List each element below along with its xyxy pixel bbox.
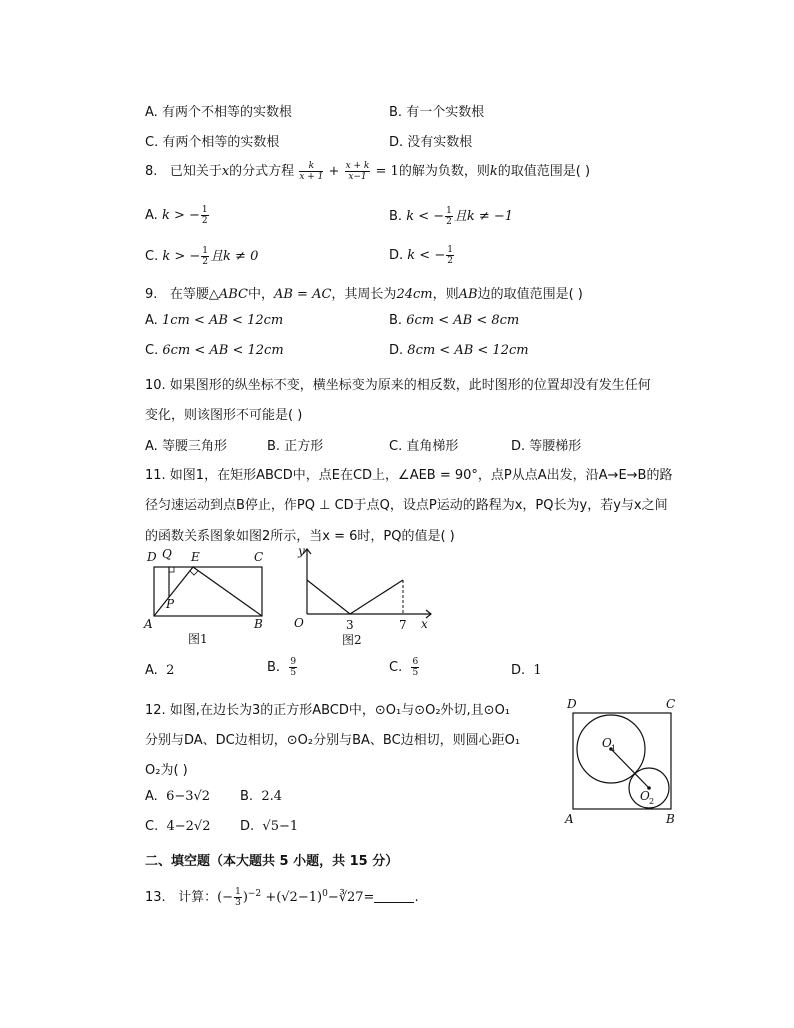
q9-option-a: A. 1cm < AB < 12cm: [145, 313, 284, 328]
label-d: D: [567, 697, 577, 711]
section-heading: 二、填空题（本大题共 5 小题，共 15 分）: [145, 854, 399, 869]
q9-option-d: D. 8cm < AB < 12cm: [389, 343, 529, 358]
q10-line1: 10. 如果图形的纵坐标不变，横坐标变为原来的相反数，此时图形的位置却没有发生任何: [145, 378, 651, 393]
label-y: y: [298, 544, 305, 558]
label-p: P: [166, 597, 175, 611]
q12-figure: [560, 694, 685, 829]
q7-option-b: B. 有一个实数根: [389, 105, 485, 120]
label-o2-sub: 2: [649, 797, 655, 806]
q12-line2: 分别与DA、DC边相切，⊙O₂分别与BA、BC边相切，则圆心距O₁: [145, 733, 521, 748]
q8-option-d: D. k < − $\frac{1}{2}$: [389, 245, 453, 266]
function-graph: [307, 580, 403, 614]
q13-stem: 13. 计算：(− $\frac{1}{3}$ )$^{-2} +(√2-1)^0-∛27=$ .: [145, 887, 419, 908]
q8-option-c: C. k > − $\frac{1}{2}$ 且k ≠ 0: [145, 246, 259, 267]
tick-7: 7: [399, 618, 407, 632]
q12-option-d: D. √5−1: [240, 819, 299, 834]
q7-option-c: C. 有两个相等的实数根: [145, 135, 280, 150]
label-e: E: [191, 550, 200, 564]
q11-option-c: C. $\frac{6}{5}$: [389, 657, 419, 678]
q12-option-a: A. 6−3√2: [145, 789, 211, 804]
tick-3: 3: [346, 618, 354, 632]
q11-line3: 的函数关系图象如图2所示，当x = 6时，PQ的值是( ): [145, 529, 455, 544]
label-o1: O: [602, 736, 612, 750]
q8-frac1: $\frac{k}{x + 1}$: [299, 161, 324, 182]
label-a: A: [144, 617, 153, 631]
q11-option-d: D. 1: [511, 663, 542, 678]
caption-fig1: 图1: [188, 632, 208, 646]
right-angle-e: [190, 571, 198, 575]
q7-option-d: D. 没有实数根: [389, 135, 473, 150]
label-c: C: [666, 697, 676, 711]
label-b: B: [666, 812, 675, 826]
q7-option-a: A. 有两个不相等的实数根: [145, 105, 292, 120]
q8-frac2: $\frac{x + k}{x-1}$: [345, 161, 370, 182]
label-o: O: [294, 616, 304, 630]
q12-option-b: B. 2.4: [240, 789, 283, 804]
label-b: B: [254, 617, 263, 631]
label-o2: O: [640, 789, 650, 803]
q8-stem: 8. 已知关于x的分式方程 $\frac{k}{x + 1}$ + $\frac{x + k}{x-1}$ = 1的解为负数，则k的取值范围是( ): [145, 161, 591, 182]
q12-option-c: C. 4−2√2: [145, 819, 211, 834]
q8-option-a: A. k > − $\frac{1}{2}$: [145, 205, 208, 226]
q11-option-a: A. 2: [145, 663, 175, 678]
label-a: A: [565, 812, 574, 826]
q10-option-d: D. 等腰梯形: [511, 439, 582, 454]
q12-line3: O₂为( ): [145, 763, 188, 778]
q9-option-b: B. 6cm < AB < 8cm: [389, 313, 520, 328]
answer-blank[interactable]: [374, 890, 414, 903]
q11-line1: 11. 如图1，在矩形ABCD中，点E在CD上，∠AEB = 90°，点P从点A出发，沿A→E→B的路: [145, 468, 673, 483]
label-c: C: [254, 550, 264, 564]
label-o1-sub: 1: [611, 744, 617, 753]
q11-figure1: [140, 545, 270, 650]
q12-line1: 12. 如图,在边长为3的正方形ABCD中，⊙O₁与⊙O₂外切,且⊙O₁: [145, 703, 511, 718]
q9-option-c: C. 6cm < AB < 12cm: [145, 343, 284, 358]
label-x: x: [421, 617, 428, 631]
q11-option-b: B. $\frac{9}{5}$: [267, 657, 297, 678]
q11-line2: 径匀速运动到点B停止，作PQ ⊥ CD于点Q，设点P运动的路程为x，PQ长为y，若y与x之间: [145, 498, 668, 513]
q10-line2: 变化，则该图形不可能是( ): [145, 408, 303, 423]
q8-option-b: B. k < − $\frac{1}{2}$ 且k ≠ −1: [389, 206, 514, 227]
label-d: D: [147, 550, 157, 564]
q10-option-c: C. 直角梯形: [389, 439, 459, 454]
caption-fig2: 图2: [342, 633, 362, 647]
q10-option-a: A. 等腰三角形: [145, 439, 227, 454]
label-q: Q: [162, 547, 172, 561]
q11-figure2: [285, 543, 437, 650]
right-angle-q: [169, 567, 174, 572]
q10-option-b: B. 正方形: [267, 439, 324, 454]
q9-stem: 9. 在等腰△ABC中，AB = AC，其周长为24cm，则AB边的取值范围是( ): [145, 287, 583, 302]
